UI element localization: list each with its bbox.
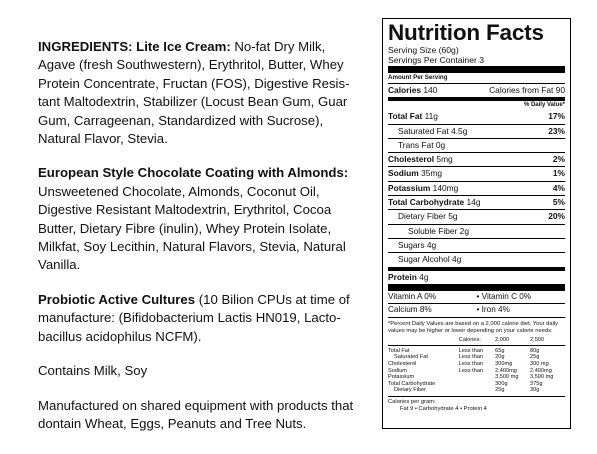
daily-value-cell: Less than [458, 361, 484, 368]
nutrient-row [388, 238, 565, 252]
nutrient-label [388, 153, 453, 166]
daily-value-cell: 375g [530, 380, 543, 387]
nutrient-daily-value: 4% [552, 182, 565, 193]
nutrient-amount: 4g [416, 271, 429, 282]
daily-value-cell [459, 374, 495, 381]
lite-ice-cream-label: INGREDIENTS: Lite Ice Cream: [38, 39, 231, 54]
probiotic-paragraph [38, 291, 354, 346]
probiotic-label: Probiotic Active Cultures [38, 291, 196, 307]
vitamin-left: Vitamin A 0% [388, 291, 437, 301]
calories-per-gram-values: Fat 9 • Carbohydrate 4 • Protein 4 [400, 406, 487, 413]
daily-value-cell: Sodium [388, 367, 407, 374]
daily-value-cell [459, 387, 495, 394]
coating-text: Unsweetened Chocolate, Almonds, Coconut Oil, Digestive Resistant Maltodextrin, Erythritol, Cocoa Butter, Dietary Fibre (inulin), Whey Protein Isolate, Milkfat, Soy Lecithin, Natural Flavors, Stevia, Natural Vanilla. [38, 183, 346, 273]
nutrient-name: Trans Fat [398, 139, 434, 150]
calories-per-gram-label: Calories per gram: [388, 399, 436, 406]
daily-value-cell: 300g [495, 380, 508, 387]
nutrient-amount: 0g [433, 139, 446, 150]
daily-value-table-row [388, 374, 565, 381]
probiotic-text: (10 Bilion CPUs at time of manufacture: (Bifidobacterium Lactis HN019, Lacto-bacillus acidophilus NCFM). [38, 291, 350, 344]
vitamin-row [388, 303, 565, 317]
nutrient-list [388, 110, 565, 284]
nutrient-row [388, 124, 565, 138]
nutrient-name: Total Carbohydrate [388, 197, 465, 208]
vitamin-right: • Vitamin C 0% [476, 291, 532, 301]
daily-value-header-cell: Calories: [459, 337, 495, 345]
nutrient-amount: 35mg [418, 168, 442, 179]
nutrient-label [388, 225, 469, 238]
daily-value-cell: 25g [530, 354, 540, 361]
nutrient-name: Protein [388, 271, 417, 282]
calories-per-gram [388, 396, 565, 413]
nutrient-label [388, 182, 458, 195]
daily-value-cell [459, 381, 495, 388]
nutrition-facts-panel [382, 18, 571, 429]
calories-row [388, 83, 565, 97]
nutrient-amount: 2g [457, 225, 470, 236]
nutrient-daily-value: 2% [552, 154, 565, 165]
calories-value: 140 [423, 85, 438, 95]
nutrient-label [388, 125, 467, 138]
nutrient-row [388, 152, 565, 166]
daily-value-cell: 80g [530, 347, 540, 354]
nutrient-label [388, 196, 480, 209]
nutrient-name: Total Fat [388, 111, 423, 122]
vitamin-left: Calcium 8% [388, 305, 432, 315]
vitamin-list [388, 291, 565, 317]
nutrient-amount: 14g [464, 197, 481, 208]
daily-value-cell: Dietary Fiber [394, 387, 427, 394]
ingredients-text [38, 38, 354, 449]
nutrient-daily-value: 17% [548, 111, 565, 122]
nutrient-name: Saturated Fat [398, 125, 449, 136]
nutrient-row [388, 166, 565, 180]
daily-value-cell: Less than [458, 354, 484, 361]
nutrient-label [388, 271, 429, 284]
nutrient-daily-value: 20% [548, 211, 565, 222]
nutrient-daily-value: 5% [552, 197, 565, 208]
daily-value-table-row [388, 368, 565, 375]
amount-per-serving: Amount Per Serving [388, 74, 448, 81]
thick-divider [388, 66, 565, 73]
daily-value-cell: Total Fat [388, 347, 410, 354]
daily-value-cell: 300 mg [530, 361, 549, 368]
lite-ice-cream-text: No-fat Dry Milk, Agave (fresh Southwestern), Erythritol, Butter, Whey Protein Concentrate, Fructan (FOS), Digestive Resis-tant Maltodextrin, Stabilizer (Locust Bean Gum, Guar Gum, Carrageenan, Standardized with Sucrose), Natural Flavor, Stevia. [38, 39, 350, 147]
nutrient-amount: 4.5g [448, 125, 468, 136]
lite-ice-cream-paragraph [38, 38, 354, 148]
nutrient-name: Dietary Fiber [398, 211, 446, 222]
daily-value-cell: Cholesterol [388, 361, 417, 368]
vitamin-right: • Iron 4% [476, 305, 510, 315]
daily-value-cell: 300mg [495, 361, 513, 368]
daily-value-footnote: *Percent Daily Values are based on a 2,000 calorie diet. Your daily values may be higher or lower depending on your calorie needs: [388, 317, 565, 335]
coating-paragraph [38, 164, 354, 274]
daily-value-table [388, 337, 565, 394]
nutrient-amount: 140mg [430, 182, 459, 193]
daily-value-table-row [388, 381, 565, 388]
nutrient-name: Cholesterol [388, 154, 435, 165]
calories-from-fat: Calories from Fat 90 [489, 85, 565, 95]
nutrient-amount: 4g [424, 239, 437, 250]
daily-value-cell: 3,500 mg [530, 374, 554, 381]
nutrient-daily-value: 1% [552, 168, 565, 179]
daily-value-cell: 65g [495, 347, 505, 354]
daily-value-cell: Total Carbohydrate [388, 380, 436, 387]
daily-value-header-cell: 2,500 [530, 337, 565, 345]
nutrient-row [388, 181, 565, 195]
nutrient-name: Potassium [388, 182, 431, 193]
coating-label: European Style Chocolate Coating with Almonds: [38, 165, 349, 181]
contains-allergens: Contains Milk, Soy [38, 363, 148, 379]
daily-value-table-row [388, 354, 565, 361]
daily-value-cell: 2,400mg [530, 367, 552, 374]
nutrient-amount: 11g [422, 111, 438, 122]
daily-value-table-row [388, 361, 565, 368]
nutrient-name: Sodium [388, 168, 419, 179]
nutrient-label [388, 167, 442, 180]
daily-value-cell: 25g [495, 387, 505, 394]
nutrient-daily-value: 23% [548, 125, 565, 136]
nutrient-row [388, 110, 565, 123]
serving-size: Serving Size (60g) [388, 45, 459, 55]
daily-value-cell: Saturated Fat [394, 354, 428, 361]
calories-label: Calories [388, 85, 422, 95]
nutrient-row [388, 224, 565, 238]
nutrient-name: Sugar Alcohol [398, 254, 450, 265]
nutrient-label [388, 210, 458, 223]
daily-value-table-row [388, 387, 565, 394]
daily-value-cell: Potassium [388, 374, 415, 381]
daily-value-header: % Daily Value* [523, 102, 565, 109]
nutrient-amount: 4g [449, 254, 462, 265]
daily-value-cell: Less than [458, 367, 484, 374]
nutrition-facts-title: Nutrition Facts [388, 20, 544, 45]
daily-value-cell: Less than [458, 347, 484, 354]
daily-value-table-header [388, 337, 565, 345]
nutrient-row [388, 252, 565, 266]
nutrient-label [388, 139, 445, 152]
nutrient-row [388, 267, 565, 284]
daily-value-header-cell [388, 337, 459, 345]
daily-value-cell: 30g [530, 387, 540, 394]
nutrient-amount: 5g [445, 211, 458, 222]
nutrient-row [388, 138, 565, 152]
nutrient-row [388, 195, 565, 209]
nutrient-amount: 5mg [434, 154, 453, 165]
nutrient-label [388, 239, 436, 252]
vitamin-row [388, 291, 565, 304]
nutrient-name: Soluble Fiber [408, 225, 458, 236]
nutrient-label [388, 253, 461, 266]
daily-value-cell: 2,400mg [495, 367, 517, 374]
nutrient-name: Sugars [398, 239, 425, 250]
manufacturing-note: Manufactured on shared equipment with products that dontain Wheat, Eggs, Peanuts and Tree Nuts. [38, 397, 354, 431]
calories-cell [388, 84, 437, 97]
thick-divider [388, 284, 565, 291]
servings-per-container: Servings Per Container 3 [388, 55, 485, 65]
nutrient-label [388, 110, 438, 123]
daily-value-cell: 3,500 mg [495, 374, 519, 381]
daily-value-table-row [388, 345, 565, 354]
daily-value-header-cell: 2,000 [495, 337, 530, 345]
nutrient-row [388, 209, 565, 223]
daily-value-cell: 20g [495, 354, 505, 361]
